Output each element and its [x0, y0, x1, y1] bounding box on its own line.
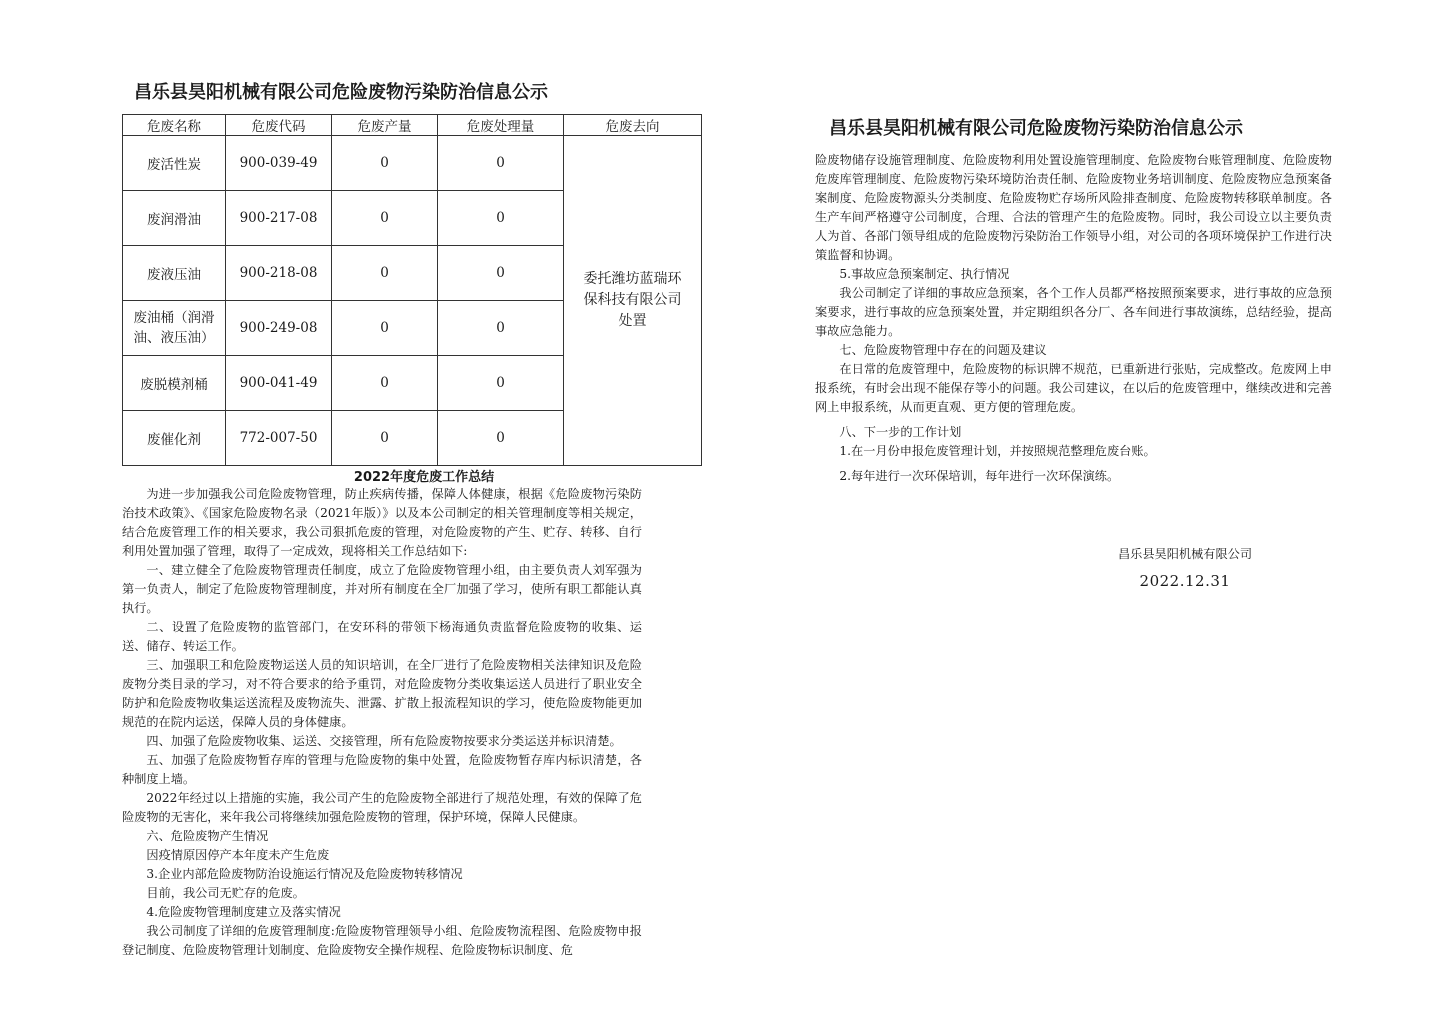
waste-output: 0 — [332, 356, 438, 411]
section-heading-5: 5.事故应急预案制定、执行情况 — [839, 267, 1010, 281]
left-body-text — [122, 485, 642, 960]
plan-item-2: 2.每年进行一次环保培训，每年进行一次环保演练。 — [839, 469, 1120, 483]
waste-name: 废润滑油 — [123, 191, 226, 246]
waste-code: 900-041-49 — [226, 356, 332, 411]
signature-company: 昌乐县昊阳机械有限公司 — [1117, 547, 1253, 561]
paragraph-intro: 为进一步加强我公司危险废物管理，防止疾病传播，保障人体健康，根据《危险废物污染防治技术政策》、《国家危险废物名录（2021年版）》以及本公司制定的相关管理制度等相关规定，结合危废管理工作的相关要求，我公司狠抓危废的管理，对危险废物的产生、贮存、转移、自行利用处置加强了管理，取得了一定成效，现将相关工作总结如下: — [122, 487, 642, 558]
waste-handled: 0 — [438, 246, 564, 301]
paragraph-conclusion: 2022年经过以上措施的实施，我公司产生的危险废物全部进行了规范处理，有效的保障了危险废物的无害化，来年我公司将继续加强危险废物的管理，保护环境，保障人民健康。 — [122, 791, 642, 824]
waste-handled: 0 — [438, 301, 564, 356]
paragraph-section-7: 在日常的危废管理中，危险废物的标识牌不规范，已重新进行张贴，完成整改。危废网上申报系统，有时会出现不能保存等小的问题。我公司建议，在以后的危废管理中，继续改进和完善网上申报系统，从而更直观、更方便的管理危废。 — [815, 362, 1332, 414]
table-row — [123, 136, 702, 191]
waste-code: 772-007-50 — [226, 411, 332, 466]
waste-handled: 0 — [438, 136, 564, 191]
header-waste-code: 危废代码 — [226, 115, 332, 136]
left-page-title: 昌乐县昊阳机械有限公司危险废物污染防治信息公示 — [134, 82, 548, 103]
header-waste-destination: 危废去向 — [564, 115, 702, 136]
header-waste-name: 危废名称 — [123, 115, 226, 136]
waste-output: 0 — [332, 246, 438, 301]
waste-code: 900-249-08 — [226, 301, 332, 356]
waste-code: 900-217-08 — [226, 191, 332, 246]
waste-handled: 0 — [438, 356, 564, 411]
table-header-row — [123, 115, 702, 136]
waste-destination: 委托潍坊蓝瑞环保科技有限公司处置 — [564, 136, 702, 466]
paragraph-item-4: 四、加强了危险废物收集、运送、交接管理，所有危险废物按要求分类运送并标识清楚。 — [146, 734, 622, 748]
section-heading-4: 4.危险废物管理制度建立及落实情况 — [146, 905, 341, 919]
right-body-text — [815, 151, 1332, 486]
waste-code: 900-218-08 — [226, 246, 332, 301]
plan-item-1: 1.在一月份申报危废管理计划，并按照规范整理危废台账。 — [839, 444, 1156, 458]
section-heading-3: 3.企业内部危险废物防治设施运行情况及危险废物转移情况 — [146, 867, 463, 881]
waste-name: 废脱模剂桶 — [123, 356, 226, 411]
waste-code: 900-039-49 — [226, 136, 332, 191]
paragraph-item-3: 三、加强职工和危险废物运送人员的知识培训，在全厂进行了危险废物相关法律知识及危险废物分类目录的学习，对不符合要求的给予重罚，对危险废物分类收集运送人员进行了职业安全防护和危险废物收集运送流程及废物流失、泄露、扩散上报流程知识的学习，使危险废物能更加规范的在院内运送，保障人员的身体健康。 — [122, 658, 642, 729]
waste-name: 废油桶（润滑油、液压油） — [123, 301, 226, 356]
paragraph-section-3: 目前，我公司无贮存的危废。 — [146, 886, 305, 900]
paragraph-section-5: 我公司制定了详细的事故应急预案，各个工作人员都严格按照预案要求，进行事故的应急预案要求，进行事故的应急预案处置，并定期组织各分厂、各车间进行事故演练，总结经验，提高事故应急能力。 — [815, 286, 1332, 338]
waste-handled: 0 — [438, 191, 564, 246]
paragraph-item-1: 一、建立健全了危险废物管理责任制度，成立了危险废物管理小组，由主要负责人刘军强为第一负责人，制定了危险废物管理制度，并对所有制度在全厂加强了学习，使所有职工都能认真执行。 — [122, 563, 642, 615]
waste-output: 0 — [332, 191, 438, 246]
waste-output: 0 — [332, 411, 438, 466]
paragraph-section-4: 我公司制度了详细的危废管理制度:危险废物管理领导小组、危险废物流程图、危险废物申报登记制度、危险废物管理计划制度、危险废物安全操作规程、危险废物标识制度、危 — [122, 924, 642, 957]
waste-output: 0 — [332, 301, 438, 356]
waste-name: 废液压油 — [123, 246, 226, 301]
header-waste-output: 危废产量 — [332, 115, 438, 136]
waste-handled: 0 — [438, 411, 564, 466]
paragraph-item-5: 五、加强了危险废物暂存库的管理与危险废物的集中处置，危险废物暂存库内标识清楚，各种制度上墙。 — [122, 753, 642, 786]
paragraph-section-6: 因疫情原因停产本年度未产生危废 — [146, 848, 330, 862]
summary-title: 2022年度危废工作总结 — [353, 470, 495, 485]
signature-block — [1105, 545, 1265, 590]
hazardous-waste-table — [122, 114, 702, 466]
section-heading-6: 六、危险废物产生情况 — [146, 829, 269, 843]
header-waste-handled: 危废处理量 — [438, 115, 564, 136]
waste-name: 废催化剂 — [123, 411, 226, 466]
right-page-title: 昌乐县昊阳机械有限公司危险废物污染防治信息公示 — [829, 118, 1243, 139]
paragraph-item-2: 二、设置了危险废物的监管部门，在安环科的带领下杨海通负责监督危险废物的收集、运送、储存、转运工作。 — [122, 620, 642, 653]
paragraph-continuation: 险废物储存设施管理制度、危险废物利用处置设施管理制度、危险废物台账管理制度、危险废物危废库管理制度、危险废物污染环境防治责任制、危险废物业务培训制度、危险废物应急预案备案制度、危险废物源头分类制度、危险废物贮存场所风险排查制度、危险废物转移联单制度。各生产车间严格遵守公司制度，合理、合法的管理产生的危险废物。同时，我公司设立以主要负责人为首、各部门领导组成的危险废物污染防治工作领导小组，对公司的各项环境保护工作进行决策监督和协调。 — [815, 153, 1332, 262]
signature-date: 2022.12.31 — [1139, 572, 1231, 590]
waste-output: 0 — [332, 136, 438, 191]
section-heading-8: 八、下一步的工作计划 — [839, 425, 962, 439]
waste-name: 废活性炭 — [123, 136, 226, 191]
section-heading-7: 七、危险废物管理中存在的问题及建议 — [839, 343, 1047, 357]
